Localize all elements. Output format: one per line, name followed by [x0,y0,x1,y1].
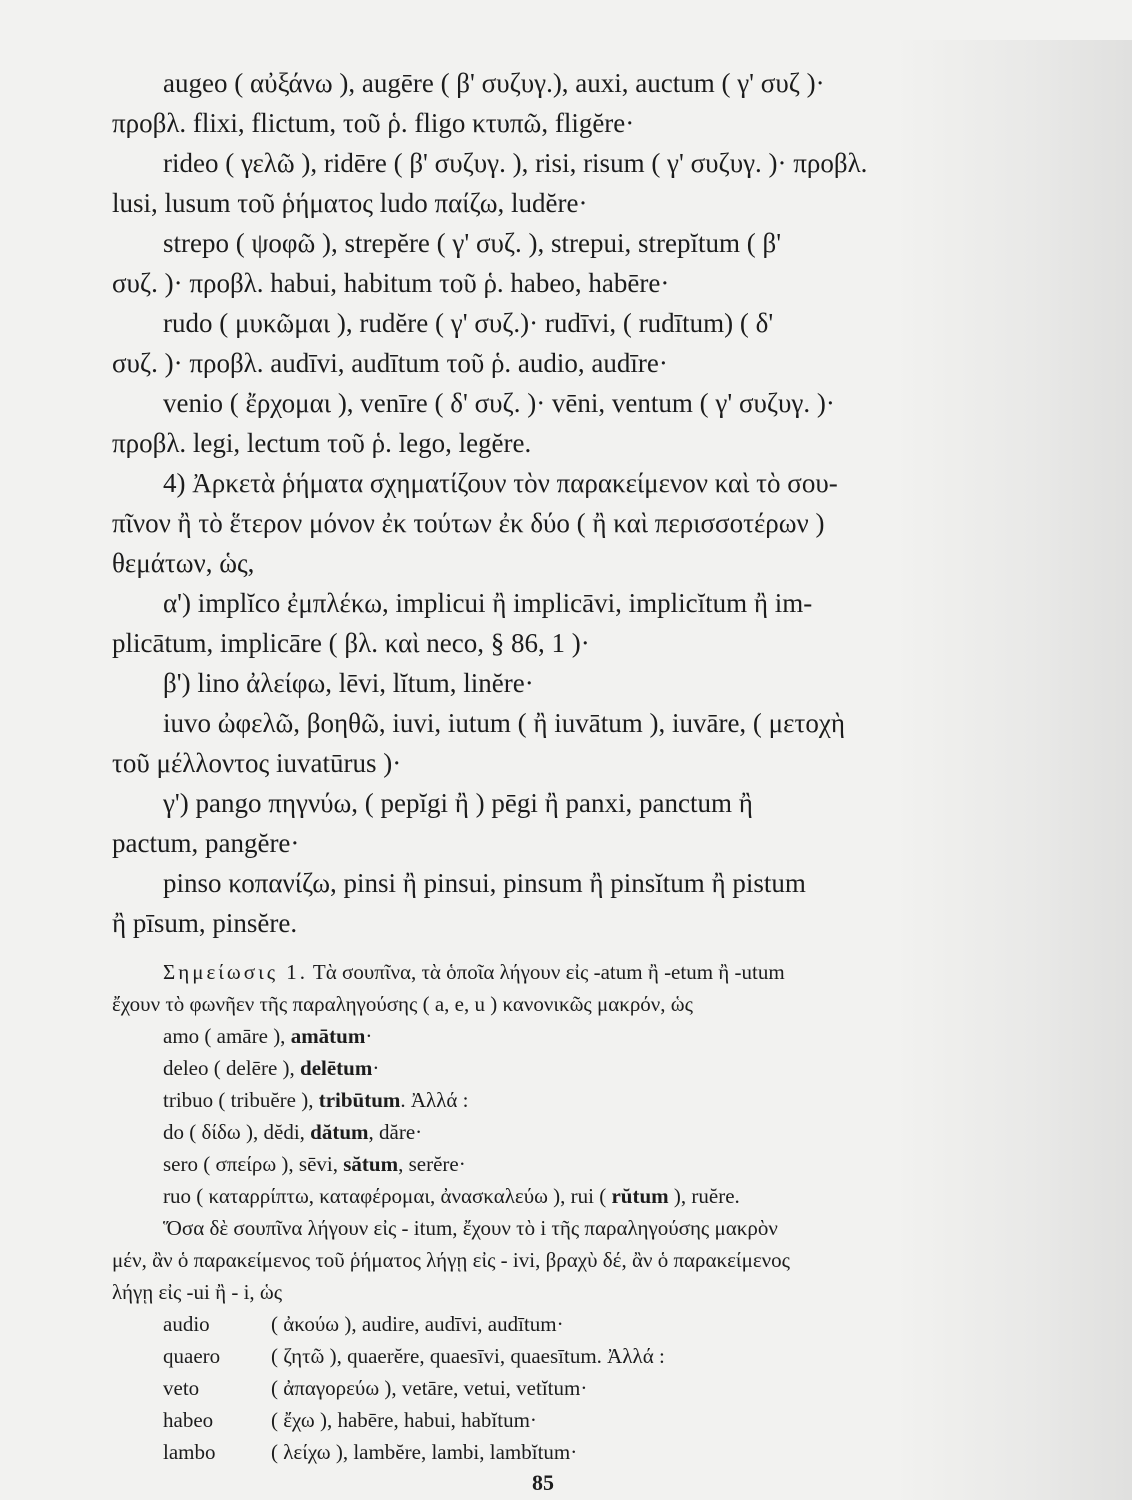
text-line: rudo ( μυκῶμαι ), rudĕre ( γ' συζ.)· rudīvi, ( rudītum) ( δ' [163,308,774,338]
verb-name: lambo [163,1440,216,1464]
text-line: lusi, lusum τοῦ ῥήματος ludo παίζω, ludĕre· [112,188,588,218]
text-line: iuvo ὠφελῶ, βοηθῶ, iuvi, iutum ( ἢ iuvātum ), iuvāre, ( μετοχὴ [163,708,845,738]
note-example: deleo ( delēre ), delētum· [163,1056,380,1080]
note-example: sero ( σπείρω ), sēvi, sătum, serĕre· [163,1152,466,1176]
text-line: β') lino ἀλείφω, lēvi, lĭtum, linĕre· [163,668,534,698]
note-intro-line [163,962,785,983]
note-intro: Τὰ σουπῖνα, τὰ ὁποῖα λήγουν εἰς -atum ἢ -etum ἢ -utum [312,960,785,984]
text-line: pactum, pangĕre· [112,828,300,858]
text-line: augeo ( αὐξάνω ), augēre ( β' συζυγ.), auxi, auctum ( γ' συζ )· [163,68,825,98]
verb-name: audio [163,1312,210,1336]
verb-example: lambo ( λείχω ), lambĕre, lambi, lambĭtum· [163,1440,578,1464]
text-line: προβλ. legi, lectum τοῦ ῥ. lego, legĕre. [112,428,532,458]
text-line: γ') pango πηγνύω, ( pepĭgi ἢ ) pēgi ἢ panxi, panctum ἢ [163,788,753,818]
verb-name: habeo [163,1408,214,1432]
bold-supine: delētum [300,1056,373,1080]
note-example: amo ( amāre ), amātum· [163,1024,373,1048]
note-second-line: λήγῃ εἰς -ui ἢ - i, ὡς [112,1280,283,1304]
verb-example: veto ( ἀπαγορεύω ), vetāre, vetui, vetĭtum· [163,1376,588,1400]
note-heading: Σημείωσις 1. [163,960,309,984]
verb-name: quaero [163,1344,221,1368]
text-line: rideo ( γελῶ ), ridēre ( β' συζυγ. ), risi, risum ( γ' συζυγ. )· προβλ. [163,148,868,178]
note-intro-cont: ἔχουν τὸ φωνῆεν τῆς παραληγούσης ( a, e, u ) κανονικῶς μακρόν, ὡς [112,992,693,1016]
bold-supine: sătum [343,1152,399,1176]
note-second-line: μέν, ἂν ὁ παρακείμενος τοῦ ῥήματος λήγῃ εἰς - ivi, βραχὺ δέ, ἂν ὁ παρακείμενος [112,1248,790,1272]
bold-supine: rŭtum [611,1184,669,1208]
bold-supine: tribūtum [318,1088,401,1112]
verb-name: veto [163,1376,200,1400]
note-second-line: Ὅσα δὲ σουπῖνα λήγουν εἰς - itum, ἔχουν τὸ i τῆς παραληγούσης μακρὸν [163,1216,778,1240]
verb-example: audio ( ἀκούω ), audire, audīvi, audītum· [163,1312,564,1336]
verb-example: quaero ( ζητῶ ), quaerĕre, quaesīvi, quaesītum. Ἀλλά : [163,1344,665,1368]
page-number: 85 [532,1470,554,1495]
facing-page-bleed [892,40,1132,1500]
note-example: do ( δίδω ), dĕdi, dătum, dăre· [163,1120,423,1144]
text-line: 4) Ἀρκετὰ ῥήματα σχηματίζουν τὸν παρακείμενον καὶ τὸ σου- [163,468,838,498]
text-line: πῖνον ἢ τὸ ἕτερον μόνον ἐκ τούτων ἐκ δύο ( ἢ καὶ περισσοτέρων ) [112,508,825,538]
text-line: συζ. )· προβλ. habui, habitum τοῦ ῥ. habeo, habēre· [112,268,670,298]
verb-example: habeo ( ἔχω ), habēre, habui, habĭtum· [163,1408,537,1432]
bold-supine: amātum [290,1024,366,1048]
text-line: ἢ pīsum, pinsĕre. [112,908,298,938]
text-line: θεμάτων, ὡς, [112,548,255,578]
text-line: α') implĭco ἐμπλέκω, implicui ἢ implicāvi, implicĭtum ἢ im- [163,588,813,618]
text-line: pinso κοπανίζω, pinsi ἢ pinsui, pinsum ἢ pinsĭtum ἢ pistum [163,868,806,898]
text-line: προβλ. flixi, flictum, τοῦ ῥ. fligo κτυπῶ, fligĕre· [112,108,635,138]
text-line: συζ. )· προβλ. audīvi, audītum τοῦ ῥ. audio, audīre· [112,348,668,378]
text-line: strepo ( ψοφῶ ), strepĕre ( γ' συζ. ), strepui, strepĭtum ( β' [163,228,782,258]
text-line: τοῦ μέλλοντος iuvatūrus )· [112,748,402,778]
bold-supine: dătum [310,1120,369,1144]
note-example: ruo ( καταρρίπτω, καταφέρομαι, ἀνασκαλεύω ), rui ( rŭtum ), ruĕre. [163,1184,740,1208]
note-example: tribuo ( tribuĕre ), tribūtum. Ἀλλά : [163,1088,469,1112]
text-line: venio ( ἔρχομαι ), venīre ( δ' συζ. )· vēni, ventum ( γ' συζυγ. )· [163,388,835,418]
text-line: plicātum, implicāre ( βλ. καὶ neco, § 86, 1 )· [112,628,590,658]
